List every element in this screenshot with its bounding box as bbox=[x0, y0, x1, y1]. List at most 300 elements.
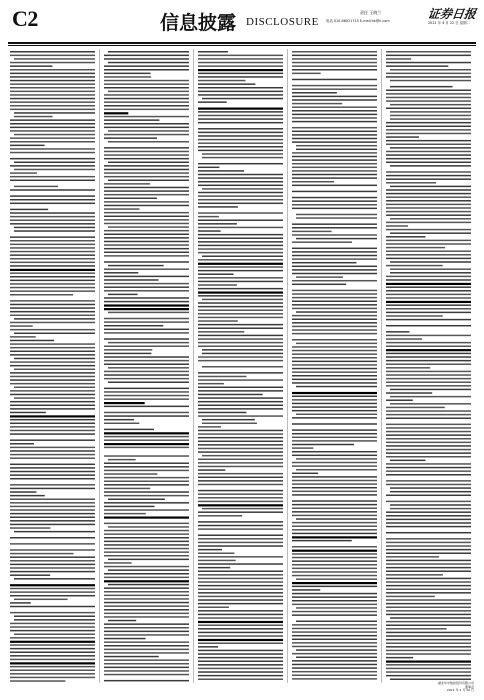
text-line bbox=[198, 142, 283, 144]
text-column bbox=[104, 49, 189, 683]
text-line bbox=[292, 444, 354, 446]
text-line bbox=[202, 423, 257, 425]
text-line bbox=[198, 660, 283, 662]
text-line bbox=[10, 244, 95, 246]
signature-date: 2021 年 4 月 22 日 bbox=[446, 688, 474, 693]
text-line bbox=[104, 395, 189, 397]
text-line bbox=[10, 626, 95, 628]
text-line bbox=[10, 602, 31, 604]
text-line bbox=[292, 350, 377, 352]
text-column bbox=[10, 49, 95, 683]
text-line bbox=[292, 152, 377, 154]
text-line bbox=[198, 497, 283, 499]
text-line bbox=[198, 150, 283, 152]
text-line bbox=[292, 653, 377, 655]
text-line bbox=[386, 363, 471, 365]
text-line bbox=[104, 183, 150, 185]
text-line bbox=[10, 300, 95, 302]
text-line bbox=[10, 265, 95, 267]
text-line bbox=[10, 130, 95, 132]
text-line bbox=[10, 509, 95, 511]
text-line bbox=[104, 537, 189, 539]
text-line bbox=[104, 338, 189, 340]
text-line bbox=[386, 189, 471, 191]
text-line bbox=[386, 225, 408, 227]
text-line bbox=[10, 484, 95, 486]
text-line bbox=[198, 405, 283, 407]
text-line bbox=[386, 574, 443, 576]
text-line bbox=[10, 549, 95, 551]
text-line bbox=[198, 128, 283, 130]
text-line bbox=[390, 403, 471, 405]
text-line bbox=[104, 506, 155, 508]
text-line bbox=[386, 154, 471, 156]
text-line bbox=[10, 564, 95, 566]
text-line bbox=[386, 578, 471, 580]
text-line bbox=[10, 325, 33, 327]
text-line bbox=[104, 502, 189, 504]
text-line bbox=[386, 58, 411, 60]
text-line bbox=[296, 578, 377, 580]
text-line bbox=[292, 134, 377, 136]
text-line bbox=[386, 570, 471, 572]
text-line bbox=[104, 261, 189, 263]
text-line bbox=[292, 88, 377, 90]
text-line bbox=[10, 606, 95, 608]
text-line bbox=[104, 363, 189, 365]
text-line bbox=[198, 412, 246, 414]
text-line bbox=[10, 283, 95, 285]
text-line bbox=[292, 639, 377, 641]
text-line bbox=[198, 306, 283, 308]
text-line bbox=[104, 587, 189, 589]
signature-board: 董事会 bbox=[464, 684, 474, 689]
text-line bbox=[108, 620, 136, 622]
subheading-line bbox=[104, 308, 189, 310]
text-line bbox=[292, 379, 377, 381]
text-line bbox=[198, 284, 237, 286]
text-line bbox=[198, 203, 283, 205]
text-line bbox=[10, 340, 54, 342]
text-line bbox=[198, 433, 283, 435]
text-line bbox=[10, 165, 95, 167]
text-line bbox=[292, 159, 377, 161]
text-line bbox=[390, 118, 471, 120]
text-line bbox=[202, 353, 283, 355]
text-line bbox=[104, 415, 189, 417]
text-line bbox=[202, 419, 255, 421]
signature-company: 湖北华中数控股份有限公司 bbox=[437, 681, 474, 685]
text-line bbox=[198, 342, 283, 344]
text-line bbox=[292, 494, 377, 496]
section-title-english: DISCLOSURE bbox=[246, 16, 319, 28]
text-line bbox=[198, 563, 283, 565]
text-line bbox=[10, 294, 73, 296]
text-line bbox=[292, 200, 377, 202]
text-line bbox=[292, 138, 377, 140]
text-line bbox=[108, 526, 189, 528]
text-line bbox=[104, 127, 189, 129]
text-line bbox=[292, 614, 377, 616]
text-line bbox=[10, 571, 95, 573]
text-line bbox=[10, 659, 95, 661]
text-line bbox=[10, 419, 95, 421]
text-line bbox=[386, 635, 471, 637]
text-line bbox=[10, 630, 95, 632]
text-line bbox=[10, 680, 65, 682]
text-line bbox=[104, 530, 189, 532]
text-line bbox=[104, 290, 189, 292]
column-divider bbox=[287, 49, 288, 683]
subheading-line bbox=[386, 283, 471, 285]
text-line bbox=[10, 588, 95, 590]
text-line bbox=[292, 504, 377, 506]
text-line bbox=[198, 592, 283, 594]
text-line bbox=[14, 318, 95, 320]
text-line bbox=[390, 165, 471, 167]
text-line bbox=[202, 366, 283, 368]
text-line bbox=[198, 87, 283, 89]
text-line bbox=[10, 148, 95, 150]
text-line bbox=[198, 118, 283, 120]
text-line bbox=[296, 518, 377, 520]
text-line bbox=[198, 675, 283, 677]
text-line bbox=[104, 119, 159, 121]
text-line bbox=[198, 181, 283, 183]
masthead bbox=[8, 4, 476, 42]
text-line bbox=[104, 169, 189, 171]
text-line bbox=[386, 567, 471, 569]
text-line bbox=[104, 388, 189, 390]
text-line bbox=[292, 208, 377, 210]
subheading-line bbox=[10, 269, 95, 271]
text-line bbox=[292, 308, 377, 310]
subheading-line bbox=[292, 392, 377, 394]
text-line bbox=[386, 55, 471, 57]
text-line bbox=[198, 441, 283, 443]
text-line bbox=[10, 51, 95, 53]
text-line bbox=[10, 152, 95, 154]
text-line bbox=[10, 80, 95, 82]
text-line bbox=[10, 644, 95, 646]
text-line bbox=[198, 379, 283, 381]
text-line bbox=[292, 368, 377, 370]
text-line bbox=[198, 632, 283, 634]
text-line bbox=[104, 555, 189, 557]
text-line bbox=[292, 529, 377, 531]
text-line bbox=[198, 288, 283, 290]
text-line bbox=[198, 578, 283, 580]
text-line bbox=[198, 511, 283, 513]
text-line bbox=[104, 101, 189, 103]
text-column bbox=[198, 49, 283, 683]
text-line bbox=[202, 299, 283, 301]
text-line bbox=[292, 564, 377, 566]
text-line bbox=[386, 374, 471, 376]
text-line bbox=[198, 281, 283, 283]
text-line bbox=[198, 234, 283, 236]
text-line bbox=[104, 237, 189, 239]
text-line bbox=[292, 255, 377, 257]
text-line bbox=[386, 335, 471, 337]
text-line bbox=[198, 115, 283, 117]
text-line bbox=[104, 544, 189, 546]
text-line bbox=[14, 358, 95, 360]
text-line bbox=[292, 406, 377, 408]
text-line bbox=[292, 480, 377, 482]
text-line bbox=[292, 631, 377, 633]
text-line bbox=[390, 678, 471, 680]
text-line bbox=[104, 83, 189, 85]
text-line bbox=[104, 301, 189, 303]
text-line bbox=[198, 448, 283, 450]
text-line bbox=[104, 176, 189, 178]
text-line bbox=[292, 396, 377, 398]
text-line bbox=[10, 506, 95, 508]
text-line bbox=[104, 423, 139, 425]
text-line bbox=[104, 439, 189, 441]
text-line bbox=[198, 55, 283, 57]
text-line bbox=[386, 556, 439, 558]
text-line bbox=[292, 234, 377, 236]
subheading-line bbox=[104, 304, 189, 306]
text-line bbox=[292, 596, 377, 598]
text-line bbox=[10, 119, 95, 121]
text-line bbox=[292, 290, 377, 292]
text-line bbox=[386, 522, 471, 524]
text-line bbox=[10, 176, 95, 178]
text-line bbox=[10, 189, 95, 191]
text-line bbox=[104, 219, 189, 221]
text-line bbox=[198, 177, 283, 179]
text-line bbox=[104, 670, 189, 672]
text-line bbox=[386, 100, 471, 102]
text-line bbox=[14, 387, 95, 389]
text-line bbox=[292, 339, 377, 341]
text-line bbox=[10, 401, 95, 403]
text-line bbox=[10, 527, 50, 529]
text-line bbox=[108, 584, 189, 586]
text-line bbox=[10, 336, 36, 338]
text-line bbox=[104, 470, 189, 472]
text-line bbox=[198, 360, 283, 362]
text-line bbox=[14, 162, 95, 164]
text-line bbox=[198, 139, 283, 141]
text-line bbox=[292, 417, 377, 419]
text-line bbox=[10, 180, 95, 182]
text-line bbox=[292, 333, 377, 335]
text-line bbox=[202, 153, 283, 155]
text-line bbox=[292, 293, 377, 295]
text-line bbox=[108, 312, 189, 314]
text-line bbox=[386, 286, 471, 288]
text-line bbox=[386, 610, 471, 612]
text-line bbox=[10, 343, 95, 345]
text-line bbox=[292, 635, 377, 637]
text-line bbox=[292, 117, 377, 119]
text-line bbox=[292, 318, 377, 320]
text-line bbox=[198, 528, 283, 530]
text-line bbox=[104, 406, 189, 408]
text-line bbox=[386, 657, 413, 659]
text-line bbox=[386, 222, 471, 224]
text-line bbox=[390, 508, 471, 510]
text-line bbox=[104, 55, 189, 57]
text-line bbox=[390, 460, 426, 462]
text-line bbox=[292, 533, 377, 535]
text-line bbox=[292, 114, 377, 116]
text-line bbox=[292, 522, 377, 524]
text-line bbox=[386, 171, 471, 173]
text-line bbox=[386, 467, 471, 469]
text-line bbox=[198, 603, 283, 605]
text-line bbox=[390, 111, 471, 113]
text-line bbox=[198, 51, 228, 53]
text-line bbox=[296, 414, 377, 416]
text-line bbox=[386, 204, 471, 206]
text-line bbox=[390, 261, 471, 263]
text-line bbox=[292, 382, 377, 384]
text-line bbox=[104, 58, 189, 60]
text-line bbox=[198, 646, 218, 648]
text-line bbox=[10, 495, 45, 497]
text-line bbox=[198, 73, 283, 75]
text-line bbox=[386, 410, 471, 412]
text-line bbox=[386, 452, 471, 454]
text-line bbox=[104, 134, 189, 136]
text-line bbox=[104, 76, 151, 78]
text-line bbox=[10, 311, 95, 313]
text-line bbox=[104, 87, 189, 89]
text-line bbox=[386, 196, 471, 198]
text-line bbox=[198, 521, 283, 523]
text-line bbox=[104, 230, 189, 232]
text-line bbox=[386, 297, 471, 299]
text-line bbox=[104, 325, 163, 327]
text-line bbox=[386, 639, 471, 641]
text-line bbox=[104, 248, 189, 250]
text-line bbox=[104, 272, 138, 274]
text-line bbox=[390, 80, 471, 82]
text-line bbox=[104, 495, 189, 497]
text-line bbox=[10, 65, 52, 67]
text-line bbox=[386, 549, 471, 551]
text-line bbox=[10, 491, 36, 493]
text-line bbox=[104, 208, 139, 210]
text-line bbox=[292, 440, 377, 442]
text-line bbox=[10, 209, 48, 211]
text-line bbox=[292, 251, 377, 253]
text-line bbox=[104, 241, 189, 243]
text-line bbox=[10, 471, 95, 473]
text-line bbox=[10, 141, 95, 143]
text-line bbox=[292, 284, 346, 286]
text-line bbox=[104, 205, 189, 207]
text-line bbox=[292, 304, 377, 306]
subheading-line bbox=[104, 402, 145, 404]
text-line bbox=[104, 345, 189, 347]
text-line bbox=[10, 262, 95, 264]
text-line bbox=[292, 185, 377, 187]
text-line bbox=[10, 553, 73, 555]
page-number: C2 bbox=[12, 6, 38, 31]
text-line bbox=[10, 454, 95, 456]
text-line bbox=[10, 488, 95, 490]
signature-block bbox=[404, 682, 474, 693]
text-line bbox=[198, 216, 219, 218]
text-line bbox=[198, 295, 283, 297]
text-line bbox=[386, 603, 471, 605]
text-line bbox=[292, 399, 377, 401]
text-line bbox=[390, 115, 471, 117]
text-line bbox=[292, 487, 377, 489]
text-line bbox=[10, 98, 95, 100]
text-line bbox=[386, 378, 471, 380]
text-line bbox=[198, 111, 283, 113]
text-line bbox=[386, 51, 471, 53]
text-line bbox=[202, 188, 283, 190]
text-line bbox=[10, 87, 95, 89]
text-line bbox=[292, 624, 377, 626]
text-line bbox=[10, 240, 95, 242]
text-line bbox=[386, 304, 471, 306]
column-divider bbox=[99, 49, 100, 683]
text-line bbox=[292, 664, 377, 666]
text-line bbox=[386, 294, 471, 296]
text-line bbox=[292, 593, 377, 595]
subheading-line bbox=[198, 108, 283, 110]
text-line bbox=[198, 230, 221, 232]
text-line bbox=[292, 667, 377, 669]
text-line bbox=[10, 361, 95, 363]
text-line bbox=[198, 606, 229, 608]
text-line bbox=[390, 147, 471, 149]
text-line bbox=[198, 466, 283, 468]
subheading-line bbox=[10, 584, 95, 586]
text-line bbox=[198, 174, 283, 176]
text-line bbox=[386, 175, 471, 177]
text-line bbox=[198, 462, 283, 464]
text-line bbox=[10, 203, 95, 205]
text-line bbox=[14, 169, 95, 171]
text-line bbox=[10, 304, 95, 306]
text-line bbox=[104, 591, 189, 593]
text-line bbox=[104, 466, 189, 468]
text-line bbox=[10, 423, 95, 425]
text-line bbox=[386, 606, 471, 608]
subheading-line bbox=[10, 662, 95, 664]
text-line bbox=[10, 673, 95, 675]
text-line bbox=[198, 313, 283, 315]
text-line bbox=[10, 158, 95, 160]
text-line bbox=[104, 674, 189, 676]
text-line bbox=[292, 611, 377, 613]
text-line bbox=[386, 424, 471, 426]
text-line bbox=[296, 149, 377, 151]
text-line bbox=[10, 322, 95, 324]
text-line bbox=[198, 335, 283, 337]
text-line bbox=[10, 474, 95, 476]
text-line bbox=[386, 671, 471, 673]
text-line bbox=[14, 134, 95, 136]
text-line bbox=[104, 462, 189, 464]
subheading-line bbox=[104, 432, 189, 434]
text-line bbox=[10, 365, 95, 367]
text-line bbox=[104, 374, 189, 376]
text-line bbox=[198, 477, 283, 479]
text-line bbox=[386, 279, 471, 281]
text-line bbox=[104, 94, 189, 96]
